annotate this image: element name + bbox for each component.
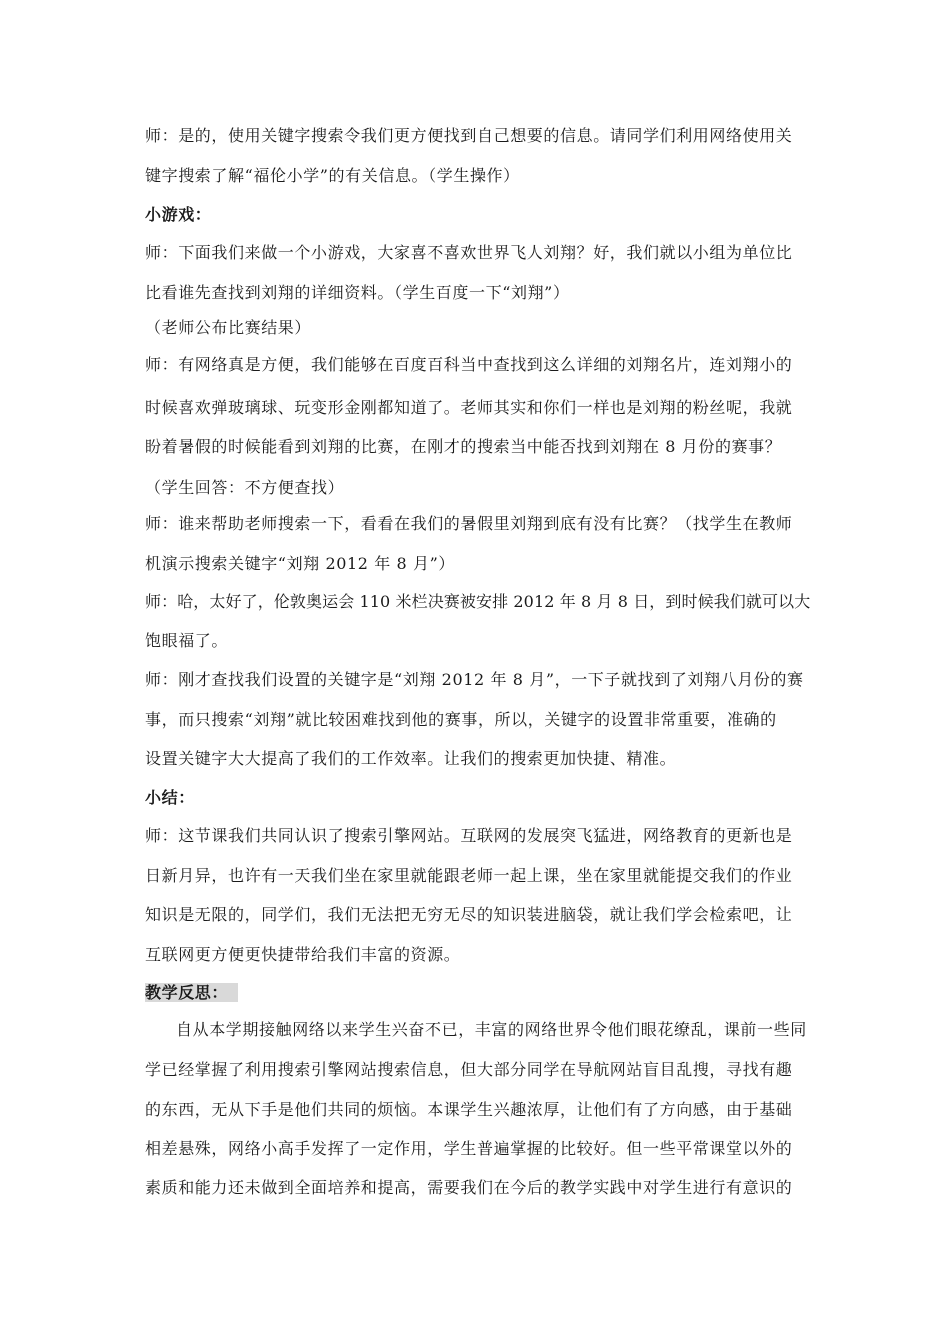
paragraph-line: 师：哈，太好了，伦敦奥运会 110 米栏决赛被安排 2012 年 8 月 8 日，到时候我们就可以大 — [145, 592, 811, 611]
reflection-heading-text: 教学反思： — [145, 983, 238, 1002]
paragraph-line: 的东西，无从下手是他们共同的烦恼。本课学生兴趣浓厚，让他们有了方向感，由于基础 — [145, 1100, 793, 1119]
paragraph-line: 师：有网络真是方便，我们能够在百度百科当中查找到这么详细的刘翔名片，连刘翔小的 — [145, 355, 793, 374]
paragraph-line: 事，而只搜索“刘翔”就比较困难找到他的赛事，所以，关键字的设置非常重要，准确的 — [145, 710, 777, 729]
paragraph-line: 知识是无限的，同学们，我们无法把无穷无尽的知识装进脑袋，就让我们学会检索吧，让 — [145, 905, 793, 924]
paragraph-line: 师：刚才查找我们设置的关键字是“刘翔 2012 年 8 月”，一下子就找到了刘翔八月份的赛 — [145, 670, 804, 689]
paragraph-line: 师：谁来帮助老师搜索一下，看看在我们的暑假里刘翔到底有没有比赛？（找学生在教师 — [145, 514, 793, 533]
paragraph-line: 设置关键字大大提高了我们的工作效率。让我们的搜索更加快捷、精准。 — [145, 749, 677, 768]
paragraph-line: （老师公布比赛结果） — [145, 318, 312, 337]
paragraph-line: 比看谁先查找到刘翔的详细资料。（学生百度一下“刘翔”） — [145, 283, 570, 302]
paragraph-line: 相差悬殊，网络小高手发挥了一定作用，学生普遍掌握的比较好。但一些平常课堂以外的 — [145, 1139, 793, 1158]
paragraph-line: （学生回答：不方便查找） — [145, 478, 345, 497]
paragraph-line: 互联网更方便更快捷带给我们丰富的资源。 — [145, 945, 461, 964]
paragraph-line: 时候喜欢弹玻璃球、玩变形金刚都知道了。老师其实和你们一样也是刘翔的粉丝呢，我就 — [145, 398, 793, 417]
paragraph-line: 师：是的，使用关键字搜索令我们更方便找到自己想要的信息。请同学们利用网络使用关 — [145, 126, 793, 145]
section-heading-reflection — [145, 983, 238, 1003]
paragraph-line: 盼着暑假的时候能看到刘翔的比赛，在刚才的搜索当中能否找到刘翔在 8 月份的赛事？ — [145, 437, 782, 456]
paragraph-line: 学已经掌握了利用搜索引擎网站搜索信息，但大部分同学在导航网站盲目乱搜，寻找有趣 — [145, 1060, 793, 1079]
paragraph-line: 素质和能力还未做到全面培养和提高，需要我们在今后的教学实践中对学生进行有意识的 — [145, 1178, 793, 1197]
section-heading-mini-game: 小游戏： — [145, 205, 212, 224]
section-heading-summary: 小结： — [145, 788, 195, 807]
paragraph-line: 键字搜索了解“福伦小学”的有关信息。（学生操作） — [145, 166, 520, 185]
paragraph-line: 日新月异，也许有一天我们坐在家里就能跟老师一起上课，坐在家里就能提交我们的作业 — [145, 866, 793, 885]
paragraph-line: 自从本学期接触网络以来学生兴奋不已，丰富的网络世界令他们眼花缭乱，课前一些同 — [176, 1020, 807, 1039]
paragraph-line: 饱眼福了。 — [145, 631, 229, 650]
paragraph-line: 师：下面我们来做一个小游戏，大家喜不喜欢世界飞人刘翔？好，我们就以小组为单位比 — [145, 243, 793, 262]
paragraph-line: 机演示搜索关键字“刘翔 2012 年 8 月”） — [145, 554, 456, 573]
paragraph-line: 师：这节课我们共同认识了搜索引擎网站。互联网的发展突飞猛进，网络教育的更新也是 — [145, 826, 793, 845]
